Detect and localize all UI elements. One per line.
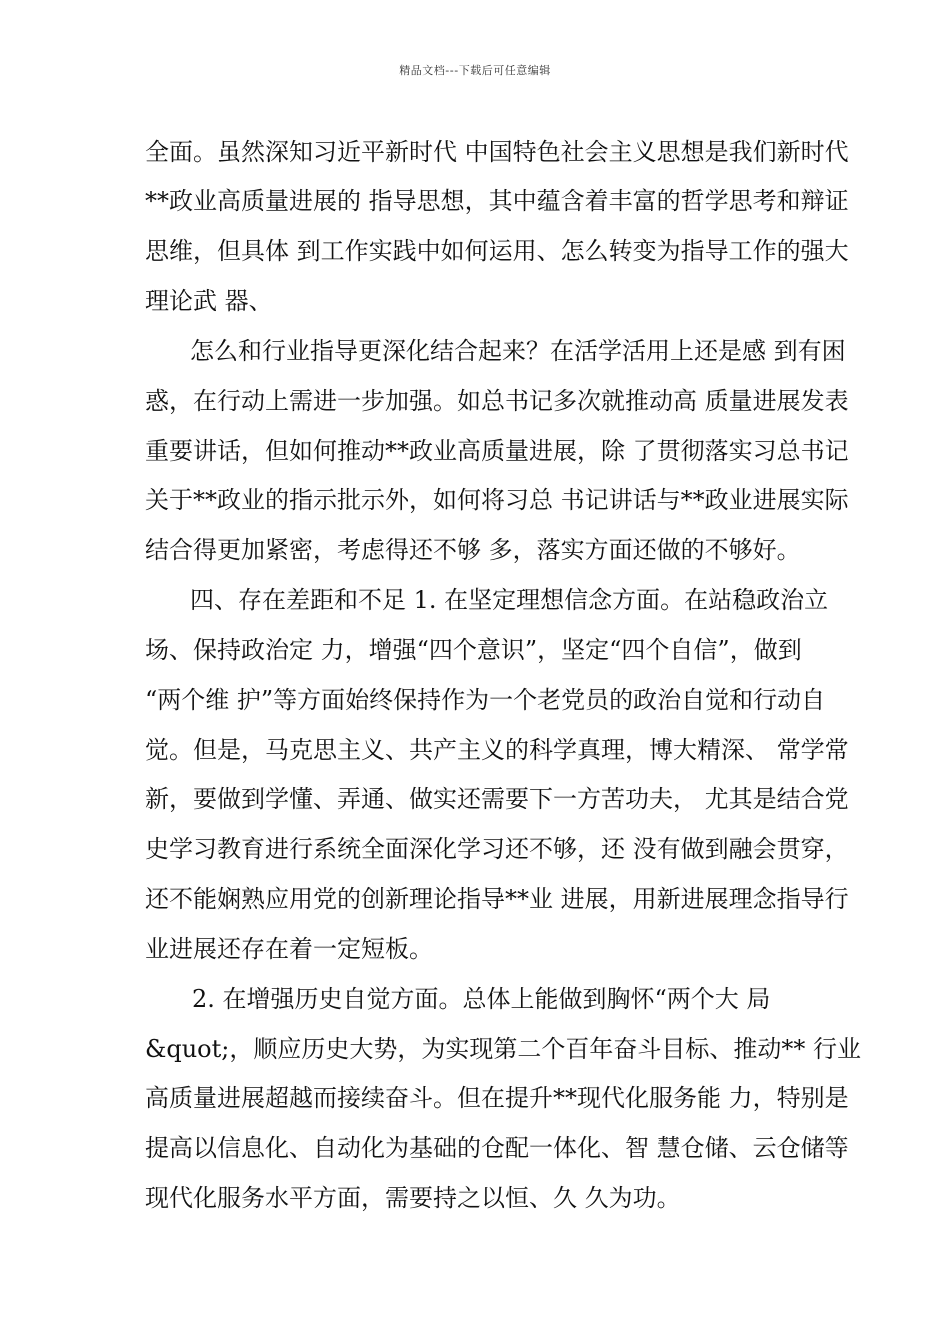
text-line: 高质量进展超越而接续奋斗。但在提升**现代化服务能 力，特别是 xyxy=(145,1084,849,1112)
text-line: “两个维 护”等方面始终保持作为一个老党员的政治自觉和行动自 xyxy=(145,686,826,714)
text-line: 场、保持政治定 力，增强“四个意识”，坚定“四个自信”，做到 xyxy=(145,636,802,664)
text-line: 史学习教育进行系统全面深化学习还不够，还 没有做到融会贯穿， xyxy=(145,835,849,863)
text-line: &quot;，顺应历史大势，为实现第二个百年奋斗目标、推动** 行业 xyxy=(145,1035,861,1063)
text-line: 思维，但具体 到工作实践中如何运用、怎么转变为指导工作的强大 xyxy=(145,237,849,265)
text-line: 结合得更加紧密，考虑得还不够 多，落实方面还做的不够好。 xyxy=(145,536,801,564)
text-line: 全面。虽然深知习近平新时代 中国特色社会主义思想是我们新时代 xyxy=(145,138,849,166)
text-line: **政业高质量进展的 指导思想，其中蕴含着丰富的哲学思考和辩证 xyxy=(145,187,849,215)
text-line: 新，要做到学懂、弄通、做实还需要下一方苦功夫， 尤其是结合党 xyxy=(145,785,849,813)
text-line: 觉。但是，马克思主义、共产主义的科学真理，博大精深、 常学常 xyxy=(145,736,849,764)
text-line: 理论武 器、 xyxy=(145,287,273,315)
text-line: 现代化服务水平方面，需要持之以恒、久 久为功。 xyxy=(145,1184,681,1212)
text-line: 四、存在差距和不足 1. 在坚定理想信念方面。在站稳政治立 xyxy=(190,586,829,614)
text-line: 怎么和行业指导更深化结合起来？在活学活用上还是感 到有困 xyxy=(190,337,846,365)
text-line: 2. 在增强历史自觉方面。总体上能做到胸怀“两个大 局 xyxy=(192,985,771,1013)
text-line: 惑，在行动上需进一步加强。如总书记多次就推动高 质量进展发表 xyxy=(145,387,849,415)
text-line: 重要讲话，但如何推动**政业高质量进展，除 了贯彻落实习总书记 xyxy=(145,437,849,465)
text-line: 提高以信息化、自动化为基础的仓配一体化、智 慧仓储、云仓储等 xyxy=(145,1134,849,1162)
text-line: 业进展还存在着一定短板。 xyxy=(145,935,433,963)
text-line: 关于**政业的指示批示外，如何将习总 书记讲话与**政业进展实际 xyxy=(145,486,849,514)
page-header: 精品文档---下载后可任意编辑 xyxy=(399,64,551,77)
text-line: 还不能娴熟应用党的创新理论指导**业 进展，用新进展理念指导行 xyxy=(145,885,849,913)
